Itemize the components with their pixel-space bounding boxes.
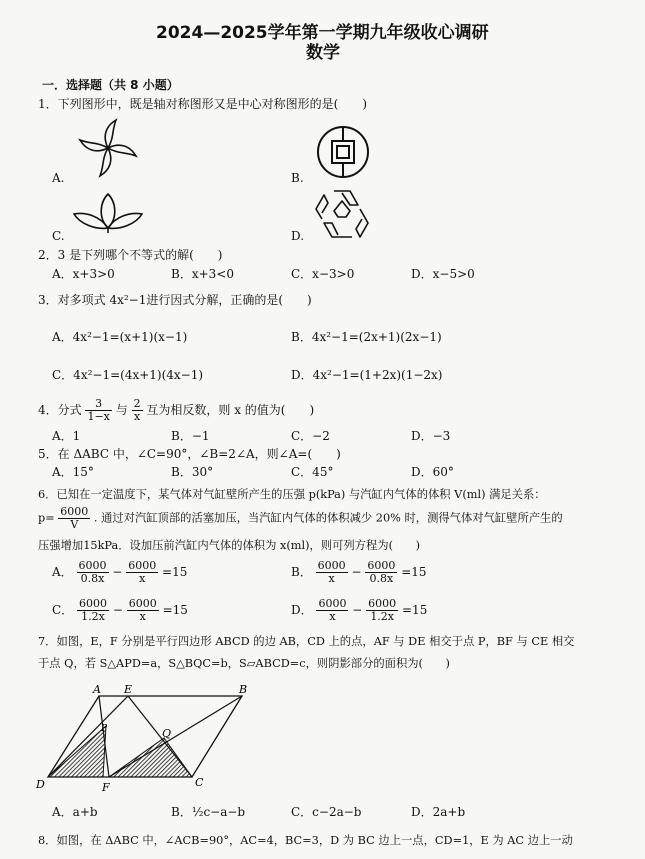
- question-2-stem: 2．3 是下列哪个不等式的解( ): [38, 248, 223, 262]
- q6-a-frac-1: [77, 560, 109, 585]
- q6-b-f1-num: 6000: [317, 559, 346, 572]
- q6-d-f2-num: 6000: [368, 597, 397, 610]
- q4-option-c: C．−2: [291, 429, 330, 443]
- question-7-line-2: 于点 Q，若 S△APD=a，S△BQC=b，S▱ABCD=c，则阴影部分的面积为( ): [38, 657, 450, 670]
- q1-option-c-label: C.: [52, 229, 65, 243]
- q6-a-rhs: =15: [162, 565, 188, 580]
- q4-fraction-2: [132, 398, 143, 423]
- q6-c-op: −: [112, 603, 123, 618]
- question-8-stem: 8．如图，在 ΔABC 中，∠ACB=90°，AC=4，BC=3，D 为 BC 边上一点，CD=1，E 为 AC 边上一动: [38, 834, 573, 847]
- q4-option-d: D．−3: [411, 429, 451, 443]
- q6-b-frac-1: [316, 560, 348, 585]
- q4-option-a: A．1: [52, 429, 81, 443]
- q4-option-b: B．−1: [171, 429, 210, 443]
- q7-option-d: D．2a+b: [411, 805, 466, 819]
- q3-option-a: A．4x²−1=(x+1)(x−1): [52, 330, 188, 344]
- q6-d-label: D．: [291, 603, 313, 618]
- q6-d-op: −: [352, 603, 363, 618]
- exam-subject: 数学: [306, 43, 340, 63]
- q6-b-label: B．: [291, 565, 312, 580]
- q6-p-fraction: [58, 506, 90, 531]
- q6-d-f1-num: 6000: [318, 597, 347, 610]
- q3-option-b: B．4x²−1=(2x+1)(2x−1): [291, 330, 442, 344]
- question-4-stem: [38, 398, 314, 423]
- triangle-knot-icon: [312, 187, 372, 241]
- q6-c-label: C．: [52, 603, 74, 618]
- ancient-coin-icon: [315, 124, 371, 180]
- point-label-q: Q: [162, 727, 172, 740]
- point-label-c: C: [195, 776, 204, 789]
- q6-option-d: [291, 598, 427, 623]
- q6-a-op: −: [112, 565, 123, 580]
- pinwheel-icon: [76, 116, 140, 180]
- question-5-stem: 5．在 ΔABC 中，∠C=90°，∠B=2∠A，则∠A=( ): [38, 447, 341, 461]
- q6-c-frac-2: [127, 598, 159, 623]
- q6-c-f2-den: x: [139, 610, 146, 624]
- q5-option-d: D．60°: [411, 465, 454, 479]
- q6-a-frac-2: [126, 560, 158, 585]
- q4-f1-denominator: 1−x: [87, 410, 110, 424]
- q4-prefix: 4．分式: [38, 403, 82, 418]
- q4-f2-numerator: 2: [133, 397, 141, 410]
- q6-d-f2-den: 1.2x: [370, 610, 395, 624]
- point-label-a: A: [93, 683, 101, 696]
- q6-a-f1-den: 0.8x: [80, 572, 105, 586]
- section-heading: 一．选择题（共 8 小题）: [42, 78, 179, 92]
- q6-d-rhs: =15: [402, 603, 428, 618]
- q7-option-a: A．a+b: [52, 805, 98, 819]
- shaded-triangle-right: [109, 738, 192, 777]
- q4-suffix: 互为相反数，则 x 的值为( ): [146, 403, 315, 418]
- q3-option-d: D．4x²−1=(1+2x)(1−2x): [291, 368, 443, 382]
- q6-a-f1-num: 6000: [78, 559, 107, 572]
- parallelogram-figure: [30, 682, 270, 794]
- q6-option-b: [291, 560, 427, 585]
- q6-a-label: A．: [52, 565, 73, 580]
- q5-option-a: A．15°: [52, 465, 94, 479]
- point-label-b: B: [239, 683, 248, 696]
- q7-option-b: B．½c−a−b: [171, 805, 246, 819]
- q6-a-f2-num: 6000: [128, 559, 157, 572]
- q3-option-c: C．4x²−1=(4x+1)(4x−1): [52, 368, 204, 382]
- q5-option-c: C．45°: [291, 465, 334, 479]
- point-label-d: D: [36, 778, 45, 791]
- question-6-line-2: [38, 506, 563, 531]
- q1-option-a-label: A.: [52, 171, 65, 185]
- q4-mid: 与: [115, 403, 128, 418]
- q6-d-frac-1: [316, 598, 348, 623]
- q2-option-c: C．x−3>0: [291, 267, 355, 281]
- q6-p-equals: p=: [38, 511, 55, 525]
- q5-option-b: B．30°: [171, 465, 214, 479]
- question-3-stem: 3．对多项式 4x²−1进行因式分解，正确的是( ): [38, 293, 312, 307]
- q6-d-f1-den: x: [329, 610, 336, 624]
- lotus-icon: [72, 190, 144, 234]
- q6-option-c: [52, 598, 188, 623]
- q6-c-f1-num: 6000: [79, 597, 108, 610]
- point-label-f: F: [102, 781, 110, 794]
- q6-c-f1-den: 1.2x: [81, 610, 105, 624]
- question-1-stem: 1．下列图形中，既是轴对称图形又是中心对称图形的是( ): [38, 97, 368, 111]
- q1-option-d-label: D.: [291, 229, 305, 243]
- q1-option-b-label: B.: [291, 171, 304, 185]
- q6-a-f2-den: x: [139, 572, 146, 586]
- exam-title: 2024—2025学年第一学期九年级收心调研: [156, 23, 489, 43]
- q4-fraction-1: [85, 398, 111, 423]
- q4-f2-denominator: x: [133, 410, 141, 424]
- q6-line2-text: . 通过对汽缸顶部的活塞加压，当汽缸内气体的体积减少 20% 时，测得气体对气缸壁所产生的: [93, 511, 563, 525]
- q6-b-rhs: =15: [401, 565, 427, 580]
- question-6-line-1: 6．已知在一定温度下，某气体对气缸壁所产生的压强 p(kPa) 与汽缸内气体的体积 V(ml) 满足关系：: [38, 488, 546, 501]
- q4-f1-numerator: 3: [85, 398, 111, 411]
- q6-b-f2-num: 6000: [367, 559, 396, 572]
- q2-option-b: B．x+3<0: [171, 267, 234, 281]
- q6-d-frac-2: [366, 598, 398, 623]
- q6-c-rhs: =15: [162, 603, 188, 618]
- q6-b-op: −: [351, 565, 362, 580]
- shaded-triangle-left: [48, 726, 106, 777]
- q7-option-c: C．c−2a−b: [291, 805, 362, 819]
- q6-p-numerator: 6000: [60, 505, 89, 518]
- point-label-p: P: [101, 724, 108, 734]
- q6-b-frac-2: [365, 560, 397, 585]
- q2-option-d: D．x−5>0: [411, 267, 475, 281]
- q6-p-denominator: V: [70, 518, 79, 532]
- q6-c-frac-1: [77, 598, 109, 623]
- q6-c-f2-num: 6000: [128, 597, 157, 610]
- q6-b-f1-den: x: [328, 572, 335, 586]
- q2-option-a: A．x+3>0: [52, 267, 115, 281]
- question-7-line-1: 7．如图，E，F 分别是平行四边形 ABCD 的边 AB，CD 上的点，AF 与 DE 相交于点 P，BF 与 CE 相交: [38, 635, 575, 648]
- question-6-line-3: 压强增加15kPa．设加压前汽缸内气体的体积为 x(ml)，则可列方程为( ): [38, 539, 420, 552]
- q6-b-f2-den: 0.8x: [369, 572, 394, 586]
- point-label-e: E: [124, 683, 133, 696]
- q6-option-a: [52, 560, 187, 585]
